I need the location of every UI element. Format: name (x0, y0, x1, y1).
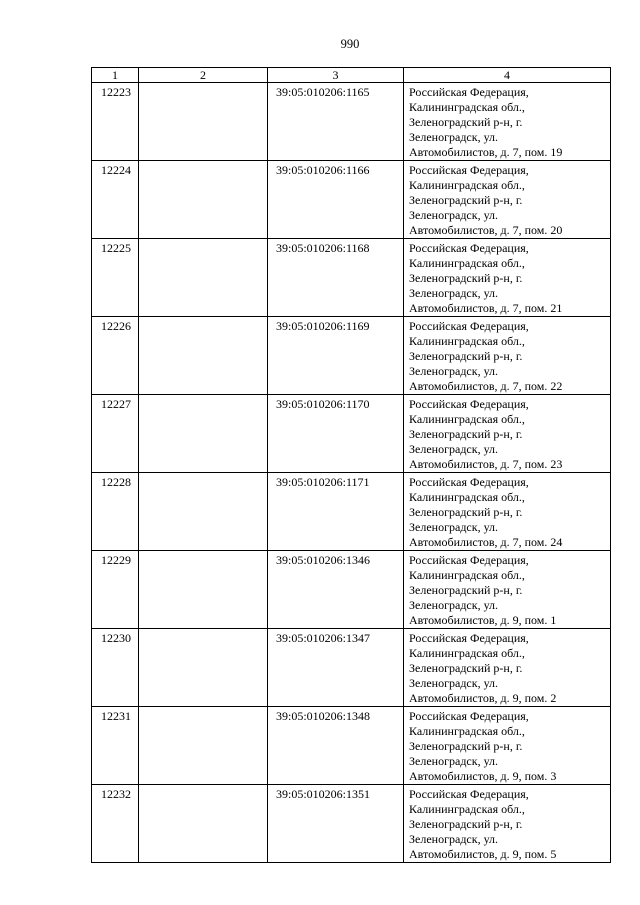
address-line: Зеленоградский р-н, г. (409, 193, 523, 207)
address-cell (404, 551, 611, 629)
address-line: Калининградская обл., (409, 646, 525, 660)
row-number-cell: 12232 (92, 785, 139, 863)
address-line: Зеленоградск, ул. (409, 676, 499, 690)
table-row (92, 629, 611, 707)
column-2-cell (139, 161, 268, 239)
row-number-cell: 12231 (92, 707, 139, 785)
address-cell (404, 83, 611, 161)
column-2-cell (139, 785, 268, 863)
address-line: Зеленоградский р-н, г. (409, 661, 523, 675)
address-line: Зеленоградский р-н, г. (409, 115, 523, 129)
address-line: Автомобилистов, д. 7, пом. 22 (409, 379, 563, 393)
address-line: Зеленоградский р-н, г. (409, 505, 523, 519)
column-header-4: 4 (404, 68, 611, 83)
column-2-cell (139, 551, 268, 629)
address-line: Калининградская обл., (409, 178, 525, 192)
header-row (92, 68, 611, 83)
address-line: Российская Федерация, (409, 631, 529, 645)
address-line: Автомобилистов, д. 9, пом. 1 (409, 613, 557, 627)
address-line: Зеленоградск, ул. (409, 442, 499, 456)
cadastral-number-cell: 39:05:010206:1171 (268, 473, 404, 551)
registry-table (91, 67, 611, 863)
address-line: Калининградская обл., (409, 256, 525, 270)
table-row (92, 83, 611, 161)
address-line: Зеленоградск, ул. (409, 754, 499, 768)
row-number-cell: 12228 (92, 473, 139, 551)
address-line: Зеленоградск, ул. (409, 130, 499, 144)
address-line: Зеленоградск, ул. (409, 364, 499, 378)
row-number-cell: 12227 (92, 395, 139, 473)
cadastral-number-cell: 39:05:010206:1166 (268, 161, 404, 239)
address-line: Зеленоградский р-н, г. (409, 271, 523, 285)
page-number: 990 (340, 37, 360, 51)
address-line: Зеленоградский р-н, г. (409, 349, 523, 363)
address-line: Автомобилистов, д. 7, пом. 19 (409, 145, 563, 159)
table-row (92, 707, 611, 785)
address-cell (404, 161, 611, 239)
address-line: Калининградская обл., (409, 802, 525, 816)
address-line: Зеленоградск, ул. (409, 832, 499, 846)
address-line: Российская Федерация, (409, 709, 529, 723)
column-header-3: 3 (268, 68, 404, 83)
address-line: Автомобилистов, д. 9, пом. 3 (409, 769, 557, 783)
address-line: Зеленоградский р-н, г. (409, 817, 523, 831)
row-number-cell: 12223 (92, 83, 139, 161)
address-line: Российская Федерация, (409, 475, 529, 489)
cadastral-number-cell: 39:05:010206:1347 (268, 629, 404, 707)
cadastral-number-cell: 39:05:010206:1169 (268, 317, 404, 395)
row-number-cell: 12229 (92, 551, 139, 629)
address-cell (404, 395, 611, 473)
address-line: Российская Федерация, (409, 85, 529, 99)
table-row (92, 473, 611, 551)
table-body (92, 83, 611, 863)
address-cell (404, 707, 611, 785)
table-row (92, 161, 611, 239)
column-2-cell (139, 395, 268, 473)
address-line: Калининградская обл., (409, 412, 525, 426)
table-row (92, 785, 611, 863)
address-line: Российская Федерация, (409, 397, 529, 411)
address-cell (404, 317, 611, 395)
address-line: Российская Федерация, (409, 163, 529, 177)
cadastral-number-cell: 39:05:010206:1351 (268, 785, 404, 863)
address-line: Российская Федерация, (409, 241, 529, 255)
cadastral-number-cell: 39:05:010206:1348 (268, 707, 404, 785)
address-line: Автомобилистов, д. 7, пом. 21 (409, 301, 563, 315)
row-number-cell: 12226 (92, 317, 139, 395)
address-line: Автомобилистов, д. 7, пом. 24 (409, 535, 563, 549)
cadastral-number-cell: 39:05:010206:1170 (268, 395, 404, 473)
address-line: Зеленоградский р-н, г. (409, 739, 523, 753)
address-line: Автомобилистов, д. 7, пом. 20 (409, 223, 563, 237)
address-line: Калининградская обл., (409, 568, 525, 582)
address-cell (404, 785, 611, 863)
cadastral-number-cell: 39:05:010206:1168 (268, 239, 404, 317)
row-number-cell: 12224 (92, 161, 139, 239)
column-header-1: 1 (92, 68, 139, 83)
address-line: Российская Федерация, (409, 787, 529, 801)
address-cell (404, 629, 611, 707)
address-line: Зеленоградский р-н, г. (409, 427, 523, 441)
address-line: Зеленоградск, ул. (409, 520, 499, 534)
column-2-cell (139, 83, 268, 161)
row-number-cell: 12225 (92, 239, 139, 317)
address-line: Калининградская обл., (409, 490, 525, 504)
address-line: Зеленоградск, ул. (409, 598, 499, 612)
address-line: Автомобилистов, д. 9, пом. 5 (409, 847, 557, 861)
address-line: Российская Федерация, (409, 319, 529, 333)
table-row (92, 395, 611, 473)
address-cell (404, 239, 611, 317)
column-2-cell (139, 239, 268, 317)
column-2-cell (139, 707, 268, 785)
table-row (92, 317, 611, 395)
address-line: Российская Федерация, (409, 553, 529, 567)
table-row (92, 551, 611, 629)
address-line: Зеленоградск, ул. (409, 286, 499, 300)
address-line: Калининградская обл., (409, 100, 525, 114)
address-line: Калининградская обл., (409, 724, 525, 738)
address-line: Автомобилистов, д. 7, пом. 23 (409, 457, 563, 471)
address-line: Автомобилистов, д. 9, пом. 2 (409, 691, 557, 705)
address-cell (404, 473, 611, 551)
column-2-cell (139, 473, 268, 551)
column-2-cell (139, 317, 268, 395)
address-line: Калининградская обл., (409, 334, 525, 348)
table-row (92, 239, 611, 317)
cadastral-number-cell: 39:05:010206:1346 (268, 551, 404, 629)
address-line: Зеленоградск, ул. (409, 208, 499, 222)
cadastral-number-cell: 39:05:010206:1165 (268, 83, 404, 161)
row-number-cell: 12230 (92, 629, 139, 707)
column-header-2: 2 (139, 68, 268, 83)
column-2-cell (139, 629, 268, 707)
address-line: Зеленоградский р-н, г. (409, 583, 523, 597)
